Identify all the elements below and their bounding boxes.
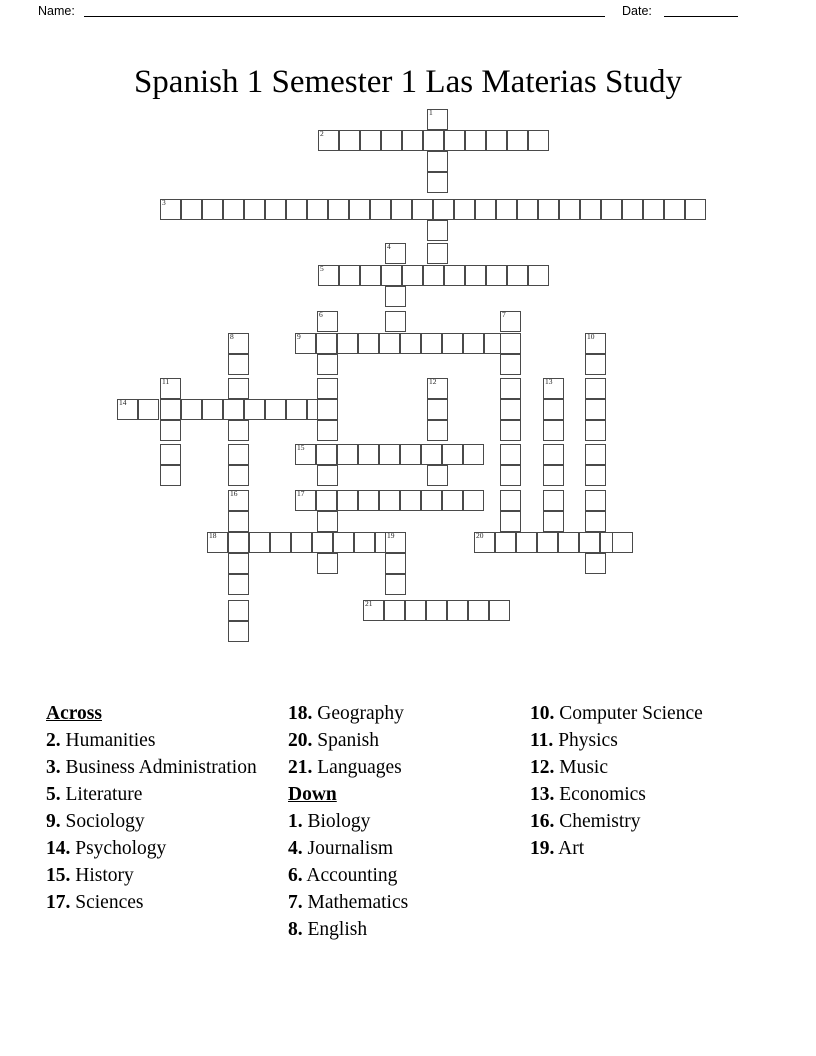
clue-number: 3.	[46, 757, 61, 778]
grid-cell[interactable]	[585, 420, 606, 441]
grid-cell[interactable]	[358, 490, 379, 511]
clue-item-across-18[interactable]	[288, 700, 503, 727]
clue-item-across-9[interactable]	[46, 808, 261, 835]
grid-cell[interactable]	[537, 532, 558, 553]
grid-cell[interactable]	[612, 532, 633, 553]
grid-cell[interactable]	[427, 172, 448, 193]
grid-cell[interactable]	[500, 490, 521, 511]
grid-cell-start-4[interactable]	[385, 243, 406, 264]
clue-item-down-7[interactable]	[288, 889, 503, 916]
clue-item-down-10[interactable]	[530, 700, 760, 727]
clue-number: 7.	[288, 892, 303, 913]
grid-cell[interactable]	[500, 444, 521, 465]
grid-cell[interactable]	[270, 532, 291, 553]
grid-cell-number: 17	[297, 489, 305, 498]
clue-number: 11.	[530, 730, 554, 751]
grid-cell[interactable]	[379, 333, 400, 354]
grid-cell[interactable]	[370, 199, 391, 220]
grid-cell[interactable]	[528, 130, 549, 151]
clue-item-down-13[interactable]	[530, 781, 760, 808]
clue-number: 19.	[530, 838, 555, 859]
grid-cell[interactable]	[442, 333, 463, 354]
grid-cell-start-19[interactable]	[385, 532, 406, 553]
grid-cell[interactable]	[228, 444, 249, 465]
grid-cell[interactable]	[228, 600, 249, 621]
down-heading: Down	[288, 784, 337, 805]
grid-cell-start-9[interactable]	[295, 333, 316, 354]
grid-cell[interactable]	[316, 490, 337, 511]
grid-cell[interactable]	[385, 311, 406, 332]
grid-cell[interactable]	[496, 199, 517, 220]
grid-cell[interactable]	[228, 532, 249, 553]
grid-cell[interactable]	[444, 265, 465, 286]
grid-cell[interactable]	[391, 199, 412, 220]
grid-cell[interactable]	[507, 130, 528, 151]
grid-cell[interactable]	[486, 130, 507, 151]
clue-number: 20.	[288, 730, 313, 751]
grid-cell[interactable]	[423, 130, 444, 151]
grid-cell[interactable]	[228, 465, 249, 486]
grid-cell[interactable]	[412, 199, 433, 220]
grid-cell[interactable]	[223, 399, 244, 420]
clue-text: Humanities	[60, 730, 156, 751]
grid-cell[interactable]	[307, 199, 328, 220]
grid-cell-number: 9	[297, 332, 301, 341]
grid-cell[interactable]	[463, 333, 484, 354]
grid-cell[interactable]	[543, 465, 564, 486]
clue-item-down-1[interactable]	[288, 808, 503, 835]
grid-cell[interactable]	[585, 553, 606, 574]
clue-text: Spanish	[312, 730, 380, 751]
grid-cell[interactable]	[228, 378, 249, 399]
grid-cell[interactable]	[580, 199, 601, 220]
clue-number: 4.	[288, 838, 303, 859]
clue-number: 2.	[46, 730, 61, 751]
grid-cell[interactable]	[585, 378, 606, 399]
clue-item-across-17[interactable]	[46, 889, 261, 916]
clue-text: Mathematics	[302, 892, 409, 913]
grid-cell[interactable]	[500, 465, 521, 486]
grid-cell[interactable]	[228, 574, 249, 595]
clue-item-across-20[interactable]	[288, 727, 503, 754]
grid-cell[interactable]	[379, 490, 400, 511]
grid-cell[interactable]	[442, 490, 463, 511]
grid-cell[interactable]	[400, 490, 421, 511]
clue-number: 5.	[46, 784, 61, 805]
clue-text: English	[302, 919, 368, 940]
grid-cell[interactable]	[543, 511, 564, 532]
grid-cell[interactable]	[328, 199, 349, 220]
grid-cell[interactable]	[500, 420, 521, 441]
clue-item-down-8[interactable]	[288, 916, 503, 943]
grid-cell[interactable]	[317, 511, 338, 532]
grid-cell[interactable]	[426, 600, 447, 621]
grid-cell[interactable]	[528, 265, 549, 286]
clue-number: 10.	[530, 703, 555, 724]
grid-cell[interactable]	[181, 399, 202, 420]
grid-cell[interactable]	[337, 444, 358, 465]
clue-item-across-21[interactable]	[288, 754, 503, 781]
clue-number: 12.	[530, 757, 555, 778]
grid-cell[interactable]	[427, 151, 448, 172]
grid-cell[interactable]	[379, 444, 400, 465]
grid-cell-start-1[interactable]	[427, 109, 448, 130]
date-label: Date:	[622, 4, 652, 18]
grid-cell[interactable]	[228, 420, 249, 441]
grid-cell[interactable]	[421, 333, 442, 354]
clue-item-down-16[interactable]	[530, 808, 760, 835]
grid-cell-number: 21	[365, 599, 373, 608]
grid-cell[interactable]	[463, 444, 484, 465]
grid-cell[interactable]	[643, 199, 664, 220]
grid-cell[interactable]	[360, 265, 381, 286]
grid-cell[interactable]	[402, 130, 423, 151]
clue-text: Physics	[553, 730, 618, 751]
clue-item-down-19[interactable]	[530, 835, 760, 862]
grid-cell[interactable]	[427, 243, 448, 264]
grid-cell-number: 6	[319, 310, 323, 319]
grid-cell[interactable]	[244, 199, 265, 220]
grid-cell[interactable]	[468, 600, 489, 621]
grid-cell[interactable]	[317, 354, 338, 375]
grid-cell[interactable]	[585, 465, 606, 486]
clue-item-across-2[interactable]	[46, 727, 261, 754]
clue-item-down-11[interactable]	[530, 727, 760, 754]
clue-number: 9.	[46, 811, 61, 832]
grid-cell[interactable]	[358, 333, 379, 354]
clue-number: 21.	[288, 757, 313, 778]
grid-cell-number: 19	[387, 531, 395, 540]
clue-number: 15.	[46, 865, 71, 886]
grid-cell-start-8[interactable]	[228, 333, 249, 354]
grid-cell[interactable]	[465, 265, 486, 286]
grid-cell[interactable]	[337, 490, 358, 511]
grid-cell[interactable]	[317, 399, 338, 420]
grid-cell-start-20[interactable]	[474, 532, 495, 553]
grid-cell[interactable]	[500, 378, 521, 399]
grid-cell[interactable]	[585, 399, 606, 420]
grid-cell[interactable]	[312, 532, 333, 553]
grid-cell-start-15[interactable]	[295, 444, 316, 465]
grid-cell[interactable]	[543, 399, 564, 420]
grid-cell[interactable]	[286, 399, 307, 420]
grid-cell[interactable]	[486, 265, 507, 286]
grid-cell[interactable]	[500, 399, 521, 420]
grid-cell[interactable]	[223, 199, 244, 220]
grid-cell[interactable]	[228, 354, 249, 375]
clue-item-across-15[interactable]	[46, 862, 261, 889]
clue-column-3	[530, 700, 760, 862]
grid-cell[interactable]	[463, 490, 484, 511]
grid-cell-start-10[interactable]	[585, 333, 606, 354]
grid-cell[interactable]	[317, 420, 338, 441]
clue-text: Literature	[60, 784, 143, 805]
grid-cell[interactable]	[385, 286, 406, 307]
grid-cell[interactable]	[160, 420, 181, 441]
grid-cell[interactable]	[316, 333, 337, 354]
clue-text: Accounting	[302, 865, 398, 886]
grid-cell-number: 1	[429, 108, 433, 117]
clue-item-across-5[interactable]	[46, 781, 261, 808]
grid-cell[interactable]	[202, 199, 223, 220]
grid-cell[interactable]	[423, 265, 444, 286]
grid-cell[interactable]	[421, 444, 442, 465]
grid-cell-start-13[interactable]	[543, 378, 564, 399]
clue-number: 18.	[288, 703, 313, 724]
grid-cell-number: 11	[162, 377, 170, 386]
grid-cell-number: 15	[297, 443, 305, 452]
grid-cell[interactable]	[317, 465, 338, 486]
clue-text: History	[70, 865, 134, 886]
grid-cell[interactable]	[427, 420, 448, 441]
grid-cell[interactable]	[385, 574, 406, 595]
grid-cell[interactable]	[585, 444, 606, 465]
grid-cell-start-5[interactable]	[318, 265, 339, 286]
grid-cell[interactable]	[349, 199, 370, 220]
grid-cell[interactable]	[400, 444, 421, 465]
grid-cell-number: 10	[587, 332, 595, 341]
grid-cell[interactable]	[202, 399, 223, 420]
clue-text: Psychology	[70, 838, 167, 859]
grid-cell[interactable]	[427, 465, 448, 486]
clue-item-down-6[interactable]	[288, 862, 503, 889]
grid-cell-number: 16	[230, 489, 238, 498]
grid-cell-number: 2	[320, 129, 324, 138]
clue-column-2	[288, 700, 503, 943]
grid-cell[interactable]	[160, 444, 181, 465]
grid-cell-number: 3	[162, 198, 166, 207]
grid-cell[interactable]	[685, 199, 706, 220]
grid-cell[interactable]	[317, 553, 338, 574]
clue-text: Biology	[302, 811, 371, 832]
grid-cell[interactable]	[543, 490, 564, 511]
grid-cell[interactable]	[543, 444, 564, 465]
clue-item-down-12[interactable]	[530, 754, 760, 781]
grid-cell[interactable]	[339, 130, 360, 151]
grid-cell-number: 8	[230, 332, 234, 341]
clue-text: Geography	[312, 703, 404, 724]
grid-cell[interactable]	[337, 333, 358, 354]
grid-cell[interactable]	[495, 532, 516, 553]
grid-cell-start-6[interactable]	[317, 311, 338, 332]
grid-cell-number: 20	[476, 531, 484, 540]
grid-cell[interactable]	[339, 265, 360, 286]
grid-cell[interactable]	[228, 511, 249, 532]
grid-cell[interactable]	[543, 420, 564, 441]
grid-cell[interactable]	[228, 621, 249, 642]
grid-cell[interactable]	[601, 199, 622, 220]
grid-cell[interactable]	[244, 399, 265, 420]
clue-text: Art	[554, 838, 585, 859]
grid-cell-start-17[interactable]	[295, 490, 316, 511]
grid-cell[interactable]	[444, 130, 465, 151]
grid-cell[interactable]	[500, 511, 521, 532]
grid-cell[interactable]	[559, 199, 580, 220]
clue-item-across-3[interactable]	[46, 754, 261, 781]
grid-cell[interactable]	[316, 444, 337, 465]
clue-item-down-4[interactable]	[288, 835, 503, 862]
grid-cell[interactable]	[160, 399, 181, 420]
grid-cell[interactable]	[427, 399, 448, 420]
grid-cell-start-2[interactable]	[318, 130, 339, 151]
grid-cell[interactable]	[507, 265, 528, 286]
grid-cell-start-16[interactable]	[228, 490, 249, 511]
grid-cell[interactable]	[160, 465, 181, 486]
clue-text: Languages	[312, 757, 402, 778]
grid-cell[interactable]	[585, 511, 606, 532]
grid-cell-number: 5	[320, 264, 324, 273]
grid-cell[interactable]	[538, 199, 559, 220]
grid-cell[interactable]	[354, 532, 375, 553]
clue-item-across-14[interactable]	[46, 835, 261, 862]
clue-number: 14.	[46, 838, 71, 859]
grid-cell[interactable]	[384, 600, 405, 621]
page-title: Spanish 1 Semester 1 Las Materias Study	[133, 64, 683, 101]
grid-cell-start-7[interactable]	[500, 311, 521, 332]
across-heading: Across	[46, 703, 102, 724]
grid-cell[interactable]	[358, 444, 379, 465]
grid-cell[interactable]	[381, 265, 402, 286]
grid-cell[interactable]	[265, 399, 286, 420]
clue-text: Journalism	[302, 838, 394, 859]
grid-cell[interactable]	[385, 553, 406, 574]
grid-cell[interactable]	[579, 532, 600, 553]
grid-cell[interactable]	[500, 333, 521, 354]
clue-text: Economics	[554, 784, 646, 805]
grid-cell-number: 13	[545, 377, 553, 386]
clue-text: Sociology	[60, 811, 145, 832]
clue-text: Sciences	[70, 892, 144, 913]
clue-number: 16.	[530, 811, 555, 832]
grid-cell-number: 7	[502, 310, 506, 319]
grid-cell-start-11[interactable]	[160, 378, 181, 399]
clue-number: 17.	[46, 892, 71, 913]
grid-cell[interactable]	[475, 199, 496, 220]
grid-cell-number: 12	[429, 377, 437, 386]
grid-cell[interactable]	[381, 130, 402, 151]
grid-cell[interactable]	[622, 199, 643, 220]
grid-cell-number: 14	[119, 398, 127, 407]
grid-cell-start-14[interactable]	[117, 399, 138, 420]
clue-number: 6.	[288, 865, 303, 886]
grid-cell[interactable]	[585, 490, 606, 511]
grid-cell[interactable]	[400, 333, 421, 354]
grid-cell[interactable]	[454, 199, 475, 220]
grid-cell[interactable]	[427, 220, 448, 241]
grid-cell[interactable]	[228, 553, 249, 574]
grid-cell[interactable]	[489, 600, 510, 621]
grid-cell[interactable]	[360, 130, 381, 151]
grid-cell[interactable]	[138, 399, 159, 420]
grid-cell-start-12[interactable]	[427, 378, 448, 399]
grid-cell[interactable]	[465, 130, 486, 151]
grid-cell-start-18[interactable]	[207, 532, 228, 553]
clue-lists	[0, 700, 816, 970]
grid-cell-number: 18	[209, 531, 217, 540]
grid-cell[interactable]	[265, 199, 286, 220]
grid-cell[interactable]	[558, 532, 579, 553]
grid-cell[interactable]	[585, 354, 606, 375]
grid-cell[interactable]	[516, 532, 537, 553]
grid-cell[interactable]	[447, 600, 468, 621]
grid-cell[interactable]	[333, 532, 354, 553]
grid-cell-start-21[interactable]	[363, 600, 384, 621]
clue-number: 1.	[288, 811, 303, 832]
grid-cell[interactable]	[664, 199, 685, 220]
grid-cell-start-3[interactable]	[160, 199, 181, 220]
grid-cell[interactable]	[402, 265, 423, 286]
grid-cell[interactable]	[405, 600, 426, 621]
clue-number: 13.	[530, 784, 555, 805]
clue-text: Computer Science	[554, 703, 703, 724]
clue-text: Business Administration	[60, 757, 257, 778]
grid-cell[interactable]	[317, 378, 338, 399]
clue-column-1	[46, 700, 261, 916]
grid-cell-number: 4	[387, 242, 391, 251]
grid-cell[interactable]	[291, 532, 312, 553]
grid-cell[interactable]	[517, 199, 538, 220]
clue-number: 8.	[288, 919, 303, 940]
name-label: Name:	[38, 4, 75, 18]
clue-text: Music	[554, 757, 608, 778]
grid-cell[interactable]	[421, 490, 442, 511]
clue-text: Chemistry	[554, 811, 641, 832]
grid-cell[interactable]	[500, 354, 521, 375]
grid-cell[interactable]	[181, 199, 202, 220]
grid-cell[interactable]	[433, 199, 454, 220]
grid-cell[interactable]	[286, 199, 307, 220]
grid-cell[interactable]	[442, 444, 463, 465]
grid-cell[interactable]	[249, 532, 270, 553]
